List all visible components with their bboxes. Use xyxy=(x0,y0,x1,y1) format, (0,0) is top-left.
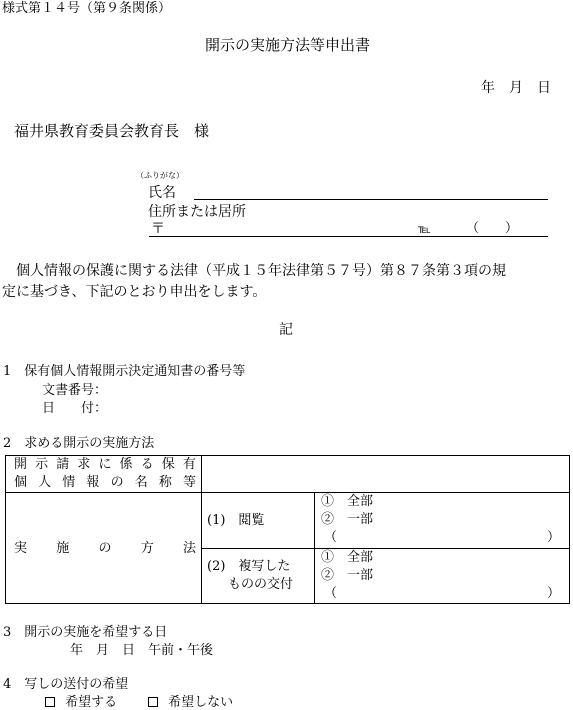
furigana-label: （ふりがな） xyxy=(136,171,184,180)
option-no-copy-label: 希望しない xyxy=(168,695,234,710)
inspection-part-detail-field[interactable] xyxy=(340,529,540,545)
table-divider xyxy=(201,548,570,549)
table-divider xyxy=(201,455,202,604)
copy-paren-close: ） xyxy=(547,586,561,601)
option-copy-label-line-2: ものの交付 xyxy=(228,577,294,592)
form-number-label: 様式第１４号（第９条関係） xyxy=(2,1,172,16)
copy-choice-part[interactable]: ② 一部 xyxy=(321,568,374,583)
notice-date-label: 日 付： xyxy=(42,401,108,416)
option-inspection-label: (1) 閲覧 xyxy=(207,513,265,528)
tel-parentheses: （ ） xyxy=(466,221,519,236)
ki-heading: 記 xyxy=(279,322,293,338)
tel-label: ℡ xyxy=(418,222,431,236)
addressee: 福井県教育委員会教育長 様 xyxy=(14,122,210,140)
body-text-line-1: 個人情報の保護に関する法律（平成１５年法律第５７号）第８７条第３項の規 xyxy=(16,263,506,279)
copy-part-detail-field[interactable] xyxy=(340,585,540,601)
inspection-paren-open: （ xyxy=(324,530,338,545)
checkbox-icon[interactable] xyxy=(45,697,55,707)
option-no-copy[interactable] xyxy=(148,696,233,709)
section-4-heading: 4 写しの送付の希望 xyxy=(3,677,129,692)
checkbox-icon[interactable] xyxy=(148,697,158,707)
personal-info-name-header-line-2: 個 人 情 報 の 名 称 等 xyxy=(14,475,196,490)
name-underline[interactable] xyxy=(194,199,548,200)
preferred-date-line[interactable]: 年 月 日 午前・午後 xyxy=(70,643,214,658)
section-3-heading: 3 開示の実施を希望する日 xyxy=(3,625,168,640)
inspection-choice-all[interactable]: ① 全部 xyxy=(321,494,374,509)
option-copy-label-line-1: (2) 複写した xyxy=(207,559,291,574)
table-divider xyxy=(5,492,570,493)
inspection-choice-part[interactable]: ② 一部 xyxy=(321,512,374,527)
date-line: 年 月 日 xyxy=(481,80,551,96)
page-title: 開示の実施方法等申出書 xyxy=(205,36,371,54)
option-desire-copy-label: 希望する xyxy=(65,695,118,710)
personal-info-name-header-line-1: 開 示 請 求 に 係 る 保 有 xyxy=(14,457,196,472)
method-label: 実 施 の 方 法 xyxy=(14,541,196,556)
postal-mark: 〒 xyxy=(151,221,165,237)
name-label: 氏名 xyxy=(148,185,176,201)
address-underline[interactable] xyxy=(149,236,548,237)
copy-choice-all[interactable]: ① 全部 xyxy=(321,550,374,565)
section-2-heading: 2 求める開示の実施方法 xyxy=(3,436,155,451)
address-label: 住所または居所 xyxy=(148,204,246,220)
copy-paren-open: （ xyxy=(324,586,338,601)
body-text-line-2: 定に基づき、下記のとおり申出をします。 xyxy=(2,284,267,300)
document-number-label: 文書番号： xyxy=(42,383,108,398)
section-1-heading: 1 保有個人情報開示決定通知書の番号等 xyxy=(3,364,246,379)
personal-info-name-field[interactable] xyxy=(203,457,569,491)
inspection-paren-close: ） xyxy=(547,530,561,545)
option-desire-copy[interactable] xyxy=(45,696,117,709)
